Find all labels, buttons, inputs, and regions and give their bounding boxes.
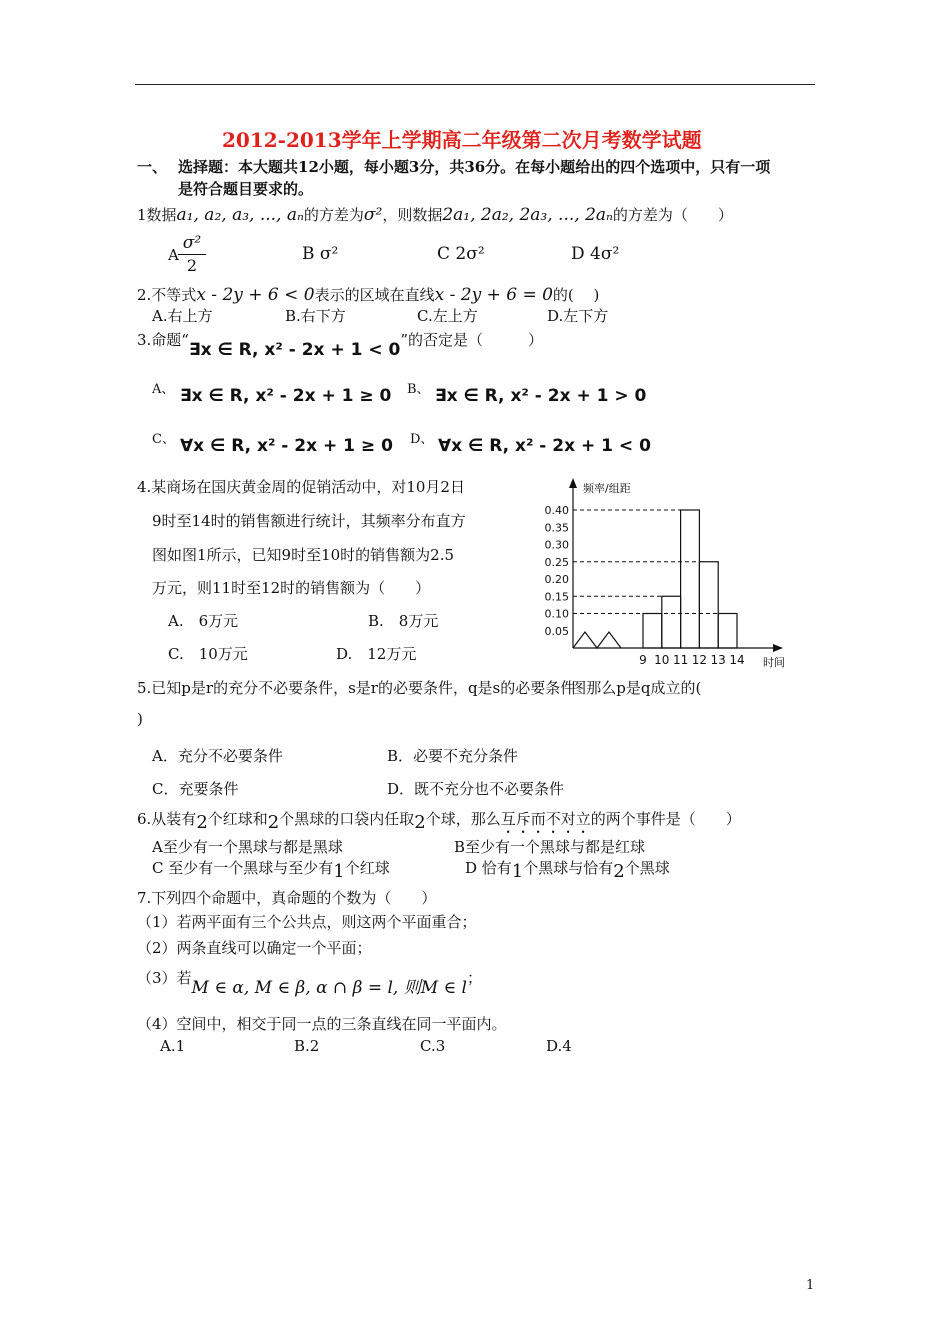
q5-option-c: C．充要条件 [152,780,239,798]
header-rule [135,84,815,85]
q6-option-d: D 恰有1个黑球与恰有2个黑球 [465,859,670,882]
q1-option-b: B σ² [302,244,339,264]
histogram-x-label: 时间 [763,656,785,669]
x-tick-label: 13 [710,653,726,667]
page-number: 1 [806,1278,815,1293]
q6-option-c: C 至少有一个黑球与至少有1个红球 [152,859,390,882]
q3-option-c-label: C、 [152,432,175,447]
q2-option-b: B.右下方 [285,307,346,325]
q4-option-b: B. 8万元 [368,612,439,630]
q4-option-a: A. 6万元 [168,612,239,630]
exam-title: 2012-2013学年上学期高二年级第二次月考数学试题 [222,128,702,152]
y-tick-label: 0.25 [544,555,569,569]
q7-option-c: C.3 [420,1037,446,1055]
q7-statement-3: （3）若M ∈ α, M ∈ β, α ∩ β = l, 则M ∈ l； [137,969,482,998]
y-tick-label: 0.40 [544,504,569,517]
q5-option-a: A．充分不必要条件 [152,747,283,765]
q2-option-c: C.左上方 [417,307,478,325]
q2-option-d: D.左下方 [547,307,609,325]
q6-option-a: A至少有一个黑球与都是黑球 [152,838,343,856]
q3-option-a-label: A、 [152,382,175,397]
x-tick-label: 14 [729,653,745,667]
histogram-y-label: 频率/组距 [583,482,631,495]
question-4-line2: 9时至14时的销售额进行统计，其频率分布直方 [152,512,466,530]
y-tick-label: 0.20 [544,573,569,586]
histogram-bar [643,614,662,649]
q3-option-b-label: B、 [407,382,430,397]
q7-option-b: B.2 [294,1037,320,1055]
q4-option-c: C. 10万元 [168,645,248,663]
x-axis-arrow-icon [773,644,783,652]
x-tick-label: 11 [672,653,689,667]
q1-option-a-fraction: σ² 2 [178,233,206,275]
frequency-histogram [525,470,795,675]
y-tick-label: 0.35 [544,521,569,535]
histogram-bar [699,562,718,648]
q4-option-d: D. 12万元 [336,645,417,663]
question-4-line4: 万元，则11时至12时的销售额为（ ） [152,579,431,597]
q3-option-d: ∀x ∈ R, x² - 2x + 1 < 0 [438,436,651,456]
question-4-line1: 4.某商场在国庆黄金周的促销活动中，对10月2日 [137,478,465,496]
q3-option-a: ∃x ∈ R, x² - 2x + 1 ≥ 0 [180,386,392,406]
q3-option-c: ∀x ∈ R, x² - 2x + 1 ≥ 0 [180,436,393,456]
q7-statement-1: （1）若两平面有三个公共点，则这两个平面重合； [137,913,477,931]
q1-option-c: C 2σ² [437,244,485,264]
q3-option-b: ∃x ∈ R, x² - 2x + 1 > 0 [435,386,647,406]
y-tick-label: 0.15 [544,590,569,604]
question-4-line3: 图如图1所示，已知9时至10时的销售额为2.5 [152,546,455,564]
y-tick-label: 0.10 [544,607,569,621]
section-number: 一、 [137,158,168,176]
q2-option-a: A.右上方 [152,307,213,325]
question-6-stem: 6.从装有2个红球和2个黑球的口袋内任取2个球，那么互斥而不对立的两个事件是（ ） [137,810,741,833]
section-instructions-line1: 选择题：本大题共12小题，每小题3分，共36分。在每小题给出的四个选项中，只有一项 [178,158,771,176]
x-tick-label: 10 [654,653,670,667]
y-tick-label: 0.05 [544,624,569,638]
section-instructions-line2: 是符合题目要求的。 [178,180,314,198]
question-7-stem: 7.下列四个命题中，真命题的个数为（ ） [137,889,437,907]
x-tick-label: 9 [639,653,647,667]
q7-option-d: D.4 [546,1037,572,1055]
histogram-bar [662,596,681,648]
q7-option-a: A.1 [160,1037,186,1055]
q7-statement-4: （4）空间中，相交于同一点的三条直线在同一平面内。 [137,1015,507,1033]
q5-option-d: D．既不充分也不必要条件 [387,780,565,798]
q1-option-d: D 4σ² [571,244,620,264]
axis-break-zigzag [573,632,621,648]
y-tick-label: 0.30 [544,538,569,552]
question-3-stem: 3.命题“∃x ∈ R, x² - 2x + 1 < 0”的否定是（ ） [137,331,544,360]
q1-option-a-label: A [168,246,179,264]
histogram-bar [718,614,737,649]
histogram-bar [681,510,700,648]
q5-option-b: B．必要不充分条件 [387,747,519,765]
question-2-stem: 2.不等式x - 2y + 6 < 0表示的区域在直线x - 2y + 6 = 0的( ) [137,285,600,305]
question-5-line1: 5.已知p是r的充分不必要条件，s是r的必要条件，q是s的必要条件图那么p是q成立的( [137,679,702,697]
question-1-stem: 1数据a₁, a₂, a₃, ..., aₙ的方差为σ²，则数据2a₁, 2a₂, 2a₃, ..., 2aₙ的方差为（ ） [137,205,733,225]
q6-option-b: B至少有一个黑球与都是红球 [454,838,646,856]
x-tick-label: 12 [691,653,708,667]
q3-option-d-label: D、 [410,432,434,447]
q7-statement-2: （2）两条直线可以确定一个平面； [137,939,372,957]
question-5-line2: ) [137,710,143,728]
y-axis-arrow-icon [569,478,577,488]
